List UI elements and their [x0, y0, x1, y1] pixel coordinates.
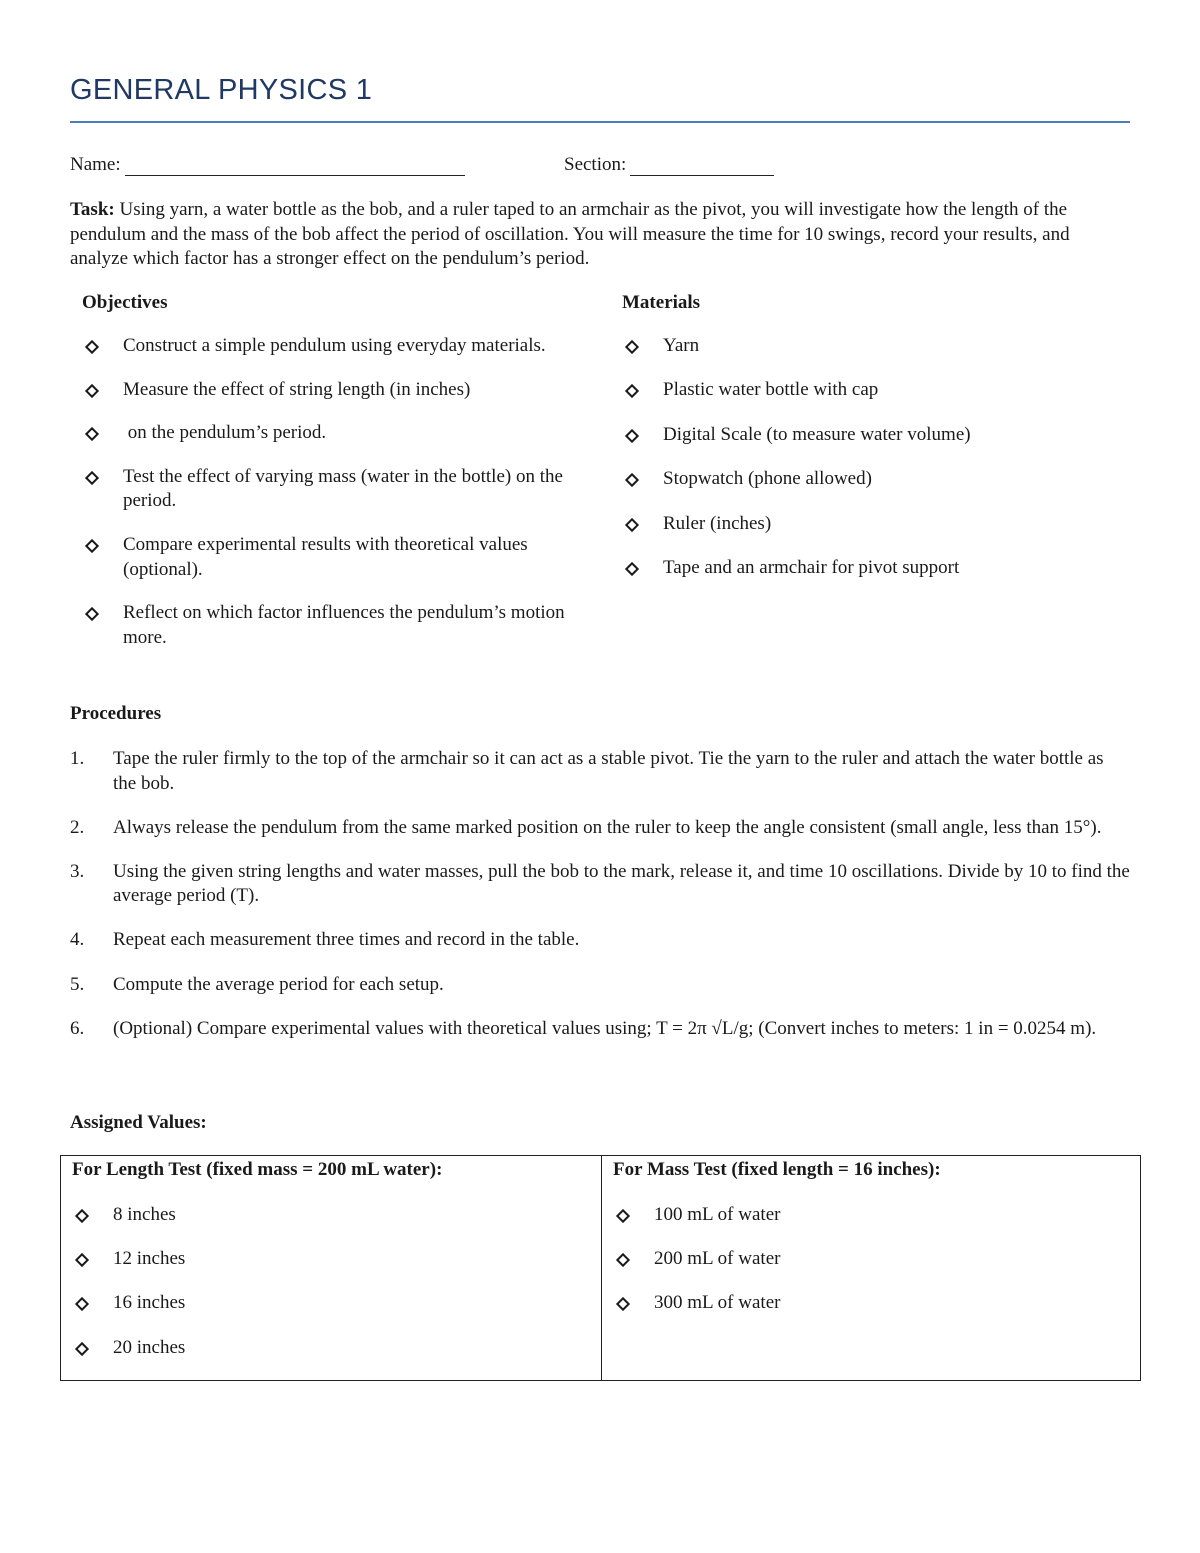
- material-text: Stopwatch (phone allowed): [663, 468, 872, 490]
- objective-text: Measure the effect of string length (in inches): [123, 378, 471, 400]
- list-item: [72, 1203, 591, 1228]
- diamond-bullet-icon: [613, 1291, 633, 1315]
- length-test-cell: [61, 1156, 602, 1381]
- objective-text: Reflect on which factor influences the pendulum’s motion more.: [123, 602, 565, 648]
- material-item: [622, 556, 1102, 581]
- diamond-bullet-icon: [82, 378, 102, 402]
- material-text: Yarn: [663, 335, 700, 356]
- diamond-bullet-icon: [613, 1247, 633, 1271]
- diamond-bullet-icon: [72, 1336, 92, 1360]
- objective-text: on the pendulum’s period.: [123, 422, 327, 444]
- mass-test-cell: [602, 1156, 1141, 1381]
- procedure-step: [70, 973, 1130, 998]
- procedure-step: [70, 860, 1130, 909]
- diamond-bullet-icon: [82, 334, 102, 358]
- list-item: [72, 1336, 591, 1361]
- length-test-heading: For Length Test (fixed mass = 200 mL water):: [72, 1159, 443, 1180]
- step-number: 2.: [70, 816, 85, 838]
- material-text: Tape and an armchair for pivot support: [663, 556, 960, 578]
- diamond-bullet-icon: [622, 556, 642, 580]
- material-item: [622, 378, 1102, 403]
- diamond-bullet-icon: [622, 423, 642, 447]
- length-value: 20 inches: [113, 1336, 186, 1358]
- section-blank-line[interactable]: [630, 175, 774, 176]
- step-number: 4.: [70, 929, 85, 951]
- material-item: [622, 467, 1102, 492]
- materials-title: Materials: [622, 292, 701, 313]
- objective-item: [82, 465, 602, 514]
- section-label: Section:: [564, 154, 627, 175]
- step-text: Tape the ruler firmly to the top of the armchair so it can act as a stable pivot. Tie the yarn to the ruler and attach the water bottle as the bob.: [113, 748, 1104, 794]
- page-title: GENERAL PHYSICS 1: [70, 74, 373, 106]
- procedure-step: [70, 1017, 1130, 1042]
- objective-item: [82, 533, 602, 582]
- diamond-bullet-icon: [82, 421, 102, 445]
- procedure-step: [70, 928, 1130, 953]
- materials-list: [622, 334, 1102, 581]
- mass-value: 300 mL of water: [654, 1292, 781, 1314]
- diamond-bullet-icon: [82, 601, 102, 625]
- task-text: Using yarn, a water bottle as the bob, and a ruler taped to an armchair as the pivot, you will investigate how the length of the pendulum and the mass of the bob affect the period of oscillation. You will measure the time for 10 swings, record your results, and analyze which factor has a stronger effect on the pendulum’s period.: [70, 199, 1070, 270]
- diamond-bullet-icon: [622, 467, 642, 491]
- objective-text: Construct a simple pendulum using everyday materials.: [123, 335, 546, 356]
- length-value: 12 inches: [113, 1247, 186, 1269]
- objectives-title: Objectives: [82, 292, 168, 313]
- material-text: Ruler (inches): [663, 512, 772, 534]
- list-item: [613, 1247, 1130, 1272]
- mass-test-heading: For Mass Test (fixed length = 16 inches):: [613, 1159, 941, 1180]
- mass-test-list: [613, 1203, 1130, 1316]
- objective-text: Test the effect of varying mass (water in the bottle) on the period.: [123, 465, 563, 512]
- table-row: [61, 1156, 1141, 1381]
- procedures-list: [70, 747, 1130, 1061]
- task-label: Task:: [70, 199, 115, 220]
- objective-item: [82, 334, 602, 359]
- step-number: 1.: [70, 748, 85, 769]
- step-text: (Optional) Compare experimental values with theoretical values using; T = 2π √L/g; (Convert inches to meters: 1 in = 0.0254 m).: [113, 1017, 1097, 1039]
- list-item: [613, 1291, 1130, 1316]
- objectives-list: [82, 334, 602, 650]
- diamond-bullet-icon: [622, 512, 642, 536]
- assigned-values-table: [60, 1155, 1141, 1381]
- list-item: [613, 1203, 1130, 1228]
- diamond-bullet-icon: [622, 334, 642, 358]
- procedures-title: Procedures: [70, 703, 162, 724]
- material-item: [622, 334, 1102, 359]
- length-value: 16 inches: [113, 1292, 186, 1314]
- material-text: Plastic water bottle with cap: [663, 379, 879, 401]
- length-test-list: [72, 1203, 591, 1361]
- material-text: Digital Scale (to measure water volume): [663, 423, 971, 445]
- list-item: [72, 1291, 591, 1316]
- diamond-bullet-icon: [72, 1291, 92, 1315]
- name-field: [70, 154, 465, 176]
- name-label: Name:: [70, 154, 121, 175]
- length-value: 8 inches: [113, 1203, 176, 1225]
- task-paragraph: [70, 198, 1130, 272]
- step-number: 5.: [70, 973, 85, 995]
- diamond-bullet-icon: [72, 1247, 92, 1271]
- material-item: [622, 512, 1102, 537]
- mass-value: 100 mL of water: [654, 1203, 781, 1225]
- step-text: Repeat each measurement three times and record in the table.: [113, 929, 580, 951]
- mass-value: 200 mL of water: [654, 1247, 781, 1269]
- diamond-bullet-icon: [72, 1203, 92, 1227]
- materials-section: [622, 292, 1102, 600]
- step-number: 3.: [70, 860, 85, 882]
- step-text: Always release the pendulum from the same marked position on the ruler to keep the angle consistent (small angle, less than 15°).: [113, 816, 1102, 838]
- material-item: [622, 423, 1102, 448]
- diamond-bullet-icon: [82, 465, 102, 489]
- step-number: 6.: [70, 1017, 85, 1039]
- section-field: [564, 154, 774, 176]
- procedure-step: [70, 747, 1130, 796]
- objective-text: Compare experimental results with theoretical values (optional).: [123, 533, 528, 580]
- procedure-step: [70, 816, 1130, 841]
- step-text: Using the given string lengths and water masses, pull the bob to the mark, release it, and time 10 oscillations. Divide by 10 to find the average period (T).: [113, 860, 1130, 907]
- diamond-bullet-icon: [613, 1203, 633, 1227]
- diamond-bullet-icon: [622, 378, 642, 402]
- name-blank-line[interactable]: [125, 175, 465, 176]
- step-text: Compute the average period for each setup.: [113, 973, 444, 995]
- diamond-bullet-icon: [82, 533, 102, 557]
- title-divider: [70, 121, 1130, 123]
- assigned-values-title: Assigned Values:: [70, 1112, 207, 1133]
- objective-item: [82, 378, 602, 403]
- objective-item: [82, 421, 602, 446]
- objective-item: [82, 601, 602, 650]
- objectives-section: [82, 292, 602, 669]
- list-item: [72, 1247, 591, 1272]
